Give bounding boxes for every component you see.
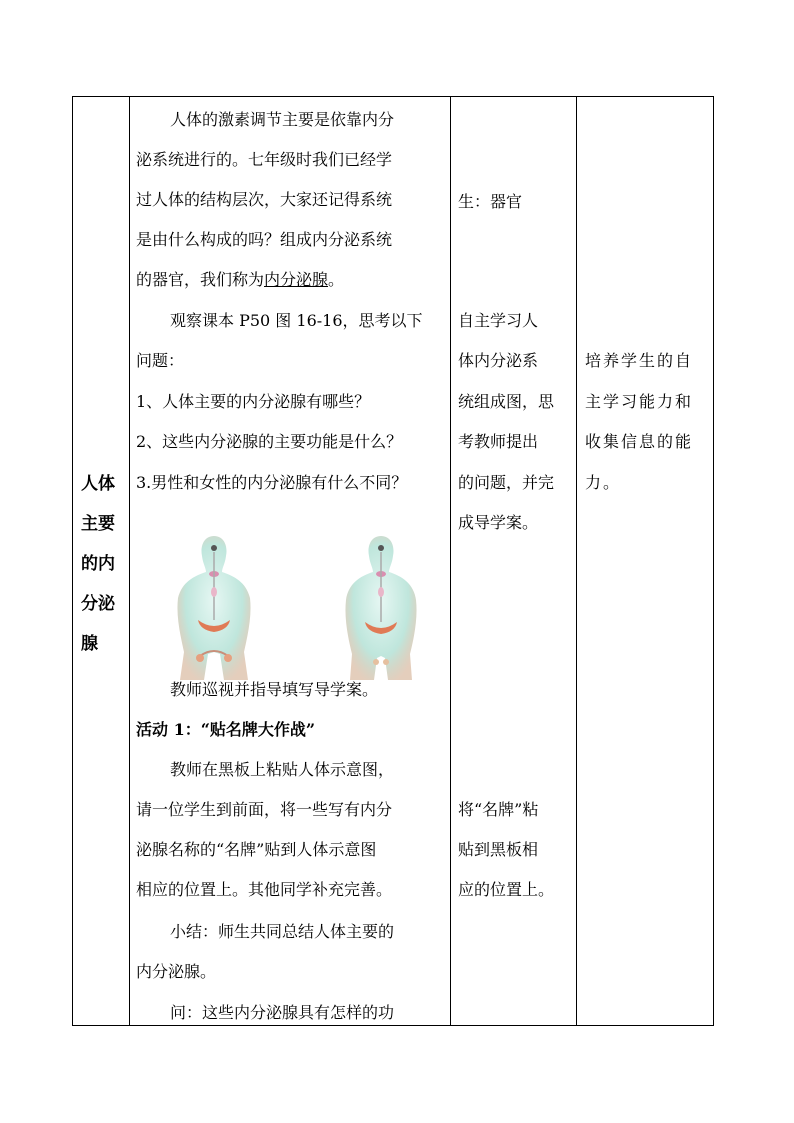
badge-line: 应的位置上。 — [458, 880, 555, 899]
question-line: 问：这些内分泌腺具有怎样的功 — [170, 1003, 395, 1022]
question-1: 1、人体主要的内分泌腺有哪些？ — [136, 392, 371, 411]
observe-line: 观察课本 P50 图 16-16，思考以下 — [170, 311, 423, 330]
self-study-line: 考教师提出 — [458, 432, 539, 451]
intent-line: 主学习能力和 — [585, 392, 694, 411]
ovary — [224, 654, 232, 662]
badge-line: 将“名牌”粘 — [458, 800, 539, 819]
ovary — [196, 654, 204, 662]
summary-line: 小结：师生共同总结人体主要的 — [170, 922, 395, 941]
summary-line: 内分泌腺。 — [136, 962, 217, 981]
intent-line: 力。 — [585, 473, 622, 492]
intro-line: 人体的激素调节主要是依靠内分 — [170, 110, 395, 129]
topic-line: 人体 — [81, 474, 115, 494]
intro-prefix: 的器官，我们称为 — [136, 270, 265, 289]
male-endocrine-figure — [340, 534, 422, 684]
activity-line: 请一位学生到前面，将一些写有内分 — [136, 800, 393, 819]
intro-suffix: 。 — [328, 270, 345, 289]
intent-cell — [577, 97, 715, 1025]
topic-line: 主要 — [81, 514, 115, 534]
intro-line: 过人体的结构层次，大家还记得系统 — [136, 190, 393, 209]
testis — [383, 659, 389, 665]
activity-line: 相应的位置上。其他同学补充完善。 — [136, 880, 393, 899]
lesson-table — [72, 96, 714, 1026]
intro-line — [136, 267, 344, 290]
testis — [373, 659, 379, 665]
key-term: 内分泌腺 — [264, 270, 329, 289]
question-2: 2、这些内分泌腺的主要功能是什么？ — [136, 432, 403, 451]
question-3: 3.男性和女性的内分泌腺有什么不同？ — [136, 473, 408, 492]
intro-line: 泌系统进行的。七年级时我们已经学 — [136, 150, 393, 169]
intro-line: 是由什么构成的吗？组成内分泌系统 — [136, 230, 393, 249]
activity-line: 泌腺名称的“名牌”贴到人体示意图 — [136, 840, 377, 859]
badge-line: 贴到黑板相 — [458, 840, 539, 859]
student-cell — [451, 97, 576, 1025]
observe-line: 问题： — [136, 351, 185, 370]
intent-line: 培养学生的自 — [585, 351, 694, 370]
teacher-cell — [130, 97, 450, 1025]
activity-title: 活动 1：“贴名牌大作战” — [136, 720, 316, 739]
topic-line: 腺 — [81, 634, 98, 654]
intent-line: 收集信息的能 — [585, 432, 694, 451]
pituitary-gland — [378, 545, 384, 551]
self-study-line: 统组成图，思 — [458, 392, 555, 411]
self-study-line: 体内分泌系 — [458, 351, 539, 370]
self-study-line: 的问题，并完 — [458, 473, 555, 492]
thymus-gland — [378, 587, 384, 597]
patrol-line: 教师巡视并指导填写导学案。 — [170, 680, 379, 699]
pituitary-gland — [211, 545, 217, 551]
student-answer: 生：器官 — [458, 192, 523, 211]
self-study-line: 自主学习人 — [458, 311, 539, 330]
self-study-line: 成导学案。 — [458, 513, 539, 532]
female-endocrine-figure — [168, 534, 260, 684]
topic-line: 的内 — [81, 554, 115, 574]
topic-cell — [73, 97, 129, 1025]
activity-line: 教师在黑板上粘贴人体示意图， — [170, 760, 395, 779]
topic-line: 分泌 — [81, 594, 115, 614]
thymus-gland — [211, 587, 217, 597]
